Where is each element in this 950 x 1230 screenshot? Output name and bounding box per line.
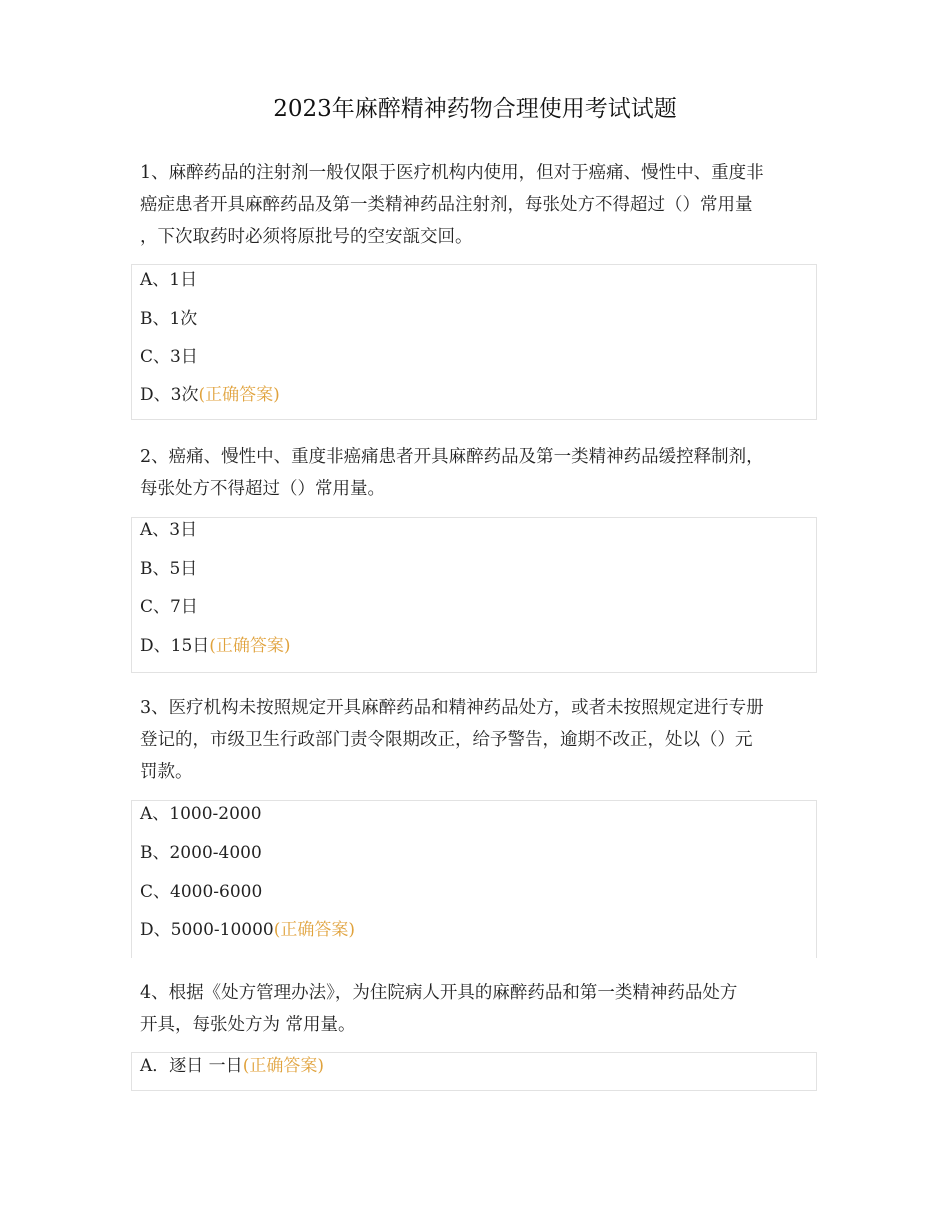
question-line: 2、癌痛、慢性中、重度非癌痛患者开具麻醉药品及第一类精神药品缓控释制剂， — [140, 447, 764, 467]
question-4-options — [131, 1052, 817, 1091]
option-a[interactable]: A、1000-2000 — [140, 804, 262, 824]
question-line: 3、医疗机构未按照规定开具麻醉药品和精神药品处方，或者未按照规定进行专册 — [140, 698, 764, 718]
question-3-text — [140, 692, 820, 788]
question-line: 4、根据《处方管理办法》，为住院病人开具的麻醉药品和第一类精神药品处方 — [140, 983, 738, 1003]
option-a[interactable]: A、1日 — [140, 270, 198, 290]
option-b[interactable]: B、2000-4000 — [140, 843, 262, 863]
question-1-options — [131, 264, 817, 420]
page-title: 2023年麻醉精神药物合理使用考试试题 — [273, 96, 677, 122]
option-b[interactable]: B、5日 — [140, 559, 198, 579]
option-d[interactable]: D、15日(正确答案) — [140, 636, 291, 656]
question-2-options — [131, 517, 817, 673]
option-d[interactable]: D、5000-10000(正确答案) — [140, 920, 355, 940]
question-line: 癌症患者开具麻醉药品及第一类精神药品注射剂，每张处方不得超过（）常用量 — [140, 195, 753, 215]
correct-answer-mark: (正确答案) — [273, 920, 355, 940]
option-c[interactable]: C、7日 — [140, 597, 198, 617]
option-a[interactable]: A．逐日 一日(正确答案) — [140, 1056, 324, 1076]
question-line: 每张处方不得超过（）常用量。 — [140, 479, 385, 499]
question-3-options — [131, 800, 817, 958]
question-line: 罚款。 — [140, 762, 193, 782]
question-line: 登记的，市级卫生行政部门责令限期改正，给予警告，逾期不改正，处以（）元 — [140, 730, 753, 750]
question-1-text — [140, 157, 820, 253]
question-line: ，下次取药时必须将原批号的空安瓿交回。 — [140, 227, 473, 247]
question-2-text — [140, 441, 820, 505]
question-line: 1、麻醉药品的注射剂一般仅限于医疗机构内使用，但对于癌痛、慢性中、重度非 — [140, 163, 764, 183]
correct-answer-mark: (正确答案) — [242, 1056, 324, 1076]
correct-answer-mark: (正确答案) — [198, 385, 280, 405]
option-c[interactable]: C、3日 — [140, 347, 198, 367]
question-4-text — [140, 977, 820, 1041]
correct-answer-mark: (正确答案) — [209, 636, 291, 656]
option-c[interactable]: C、4000-6000 — [140, 882, 263, 902]
option-a[interactable]: A、3日 — [140, 520, 198, 540]
option-b[interactable]: B、1次 — [140, 309, 198, 329]
question-line: 开具，每张处方为 常用量。 — [140, 1015, 356, 1035]
option-d[interactable]: D、3次(正确答案) — [140, 385, 280, 405]
